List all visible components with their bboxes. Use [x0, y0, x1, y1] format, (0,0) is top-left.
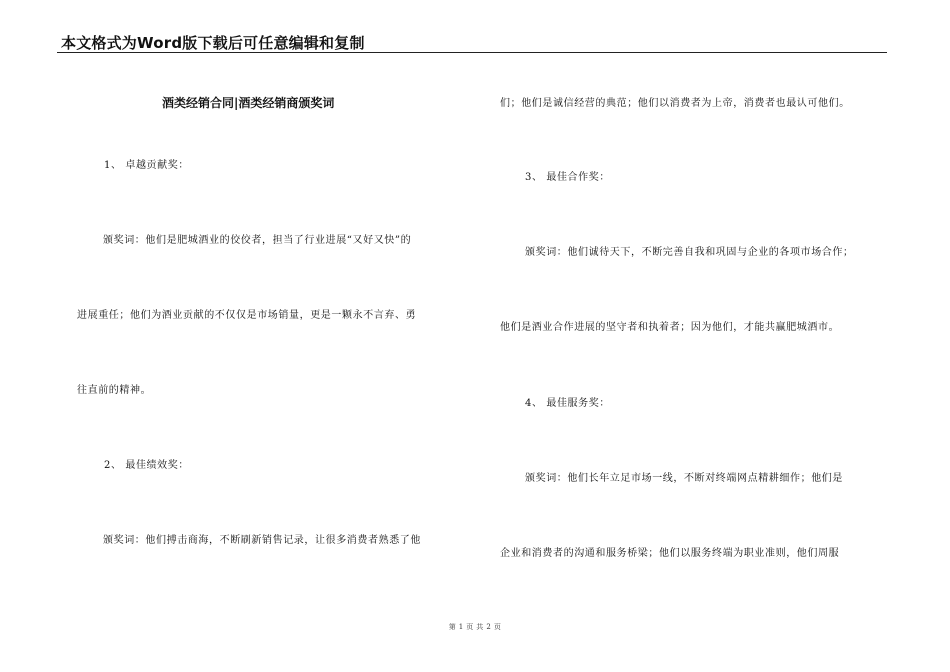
- right-line-award-3-text-1: 颁奖词：他们诚待天下，不断完善自我和巩固与企业的各项市场合作；: [525, 247, 854, 258]
- left-line-award-1-text-1: 颁奖词：他们是肥城酒业的佼佼者，担当了行业进展“又好又快”的: [103, 235, 412, 246]
- left-line-award-2-text-1: 颁奖词：他们搏击商海，不断刷新销售记录，让很多消费者熟悉了他: [103, 535, 421, 546]
- left-line-award-1-text-3: 往直前的精神。: [77, 385, 152, 396]
- right-line-award-4-text-2: 企业和消费者的沟通和服务桥梁；他们以服务终端为职业准则，他们周服: [500, 548, 840, 559]
- right-line-award-4-heading: 4、 最佳服务奖：: [525, 398, 610, 409]
- document-title: 酒类经销合同|酒类经销商颁奖词: [162, 96, 335, 110]
- page-indicator: 第 1 页 共 2 页: [448, 623, 502, 631]
- left-line-award-2-heading: 2、 最佳绩效奖：: [104, 460, 189, 471]
- right-line-award-3-heading: 3、 最佳合作奖：: [525, 172, 610, 183]
- right-line-award-3-text-2: 他们是酒业合作进展的坚守者和执着者；因为他们，才能共赢肥城酒市。: [500, 322, 840, 333]
- left-line-award-1-heading: 1、 卓越贡献奖：: [104, 160, 189, 171]
- left-line-award-1-text-2: 进展重任；他们为酒业贡献的不仅仅是市场销量，更是一颗永不言弃、勇: [77, 310, 417, 321]
- right-line-continuation: 们；他们是诚信经营的典范；他们以消费者为上帝，消费者也最认可他们。: [500, 98, 850, 109]
- right-line-award-4-text-1: 颁奖词：他们长年立足市场一线，不断对终端网点精耕细作；他们是: [525, 473, 843, 484]
- banner-divider: [57, 52, 887, 53]
- document-banner: 本文格式为Word版下载后可任意编辑和复制: [61, 34, 365, 52]
